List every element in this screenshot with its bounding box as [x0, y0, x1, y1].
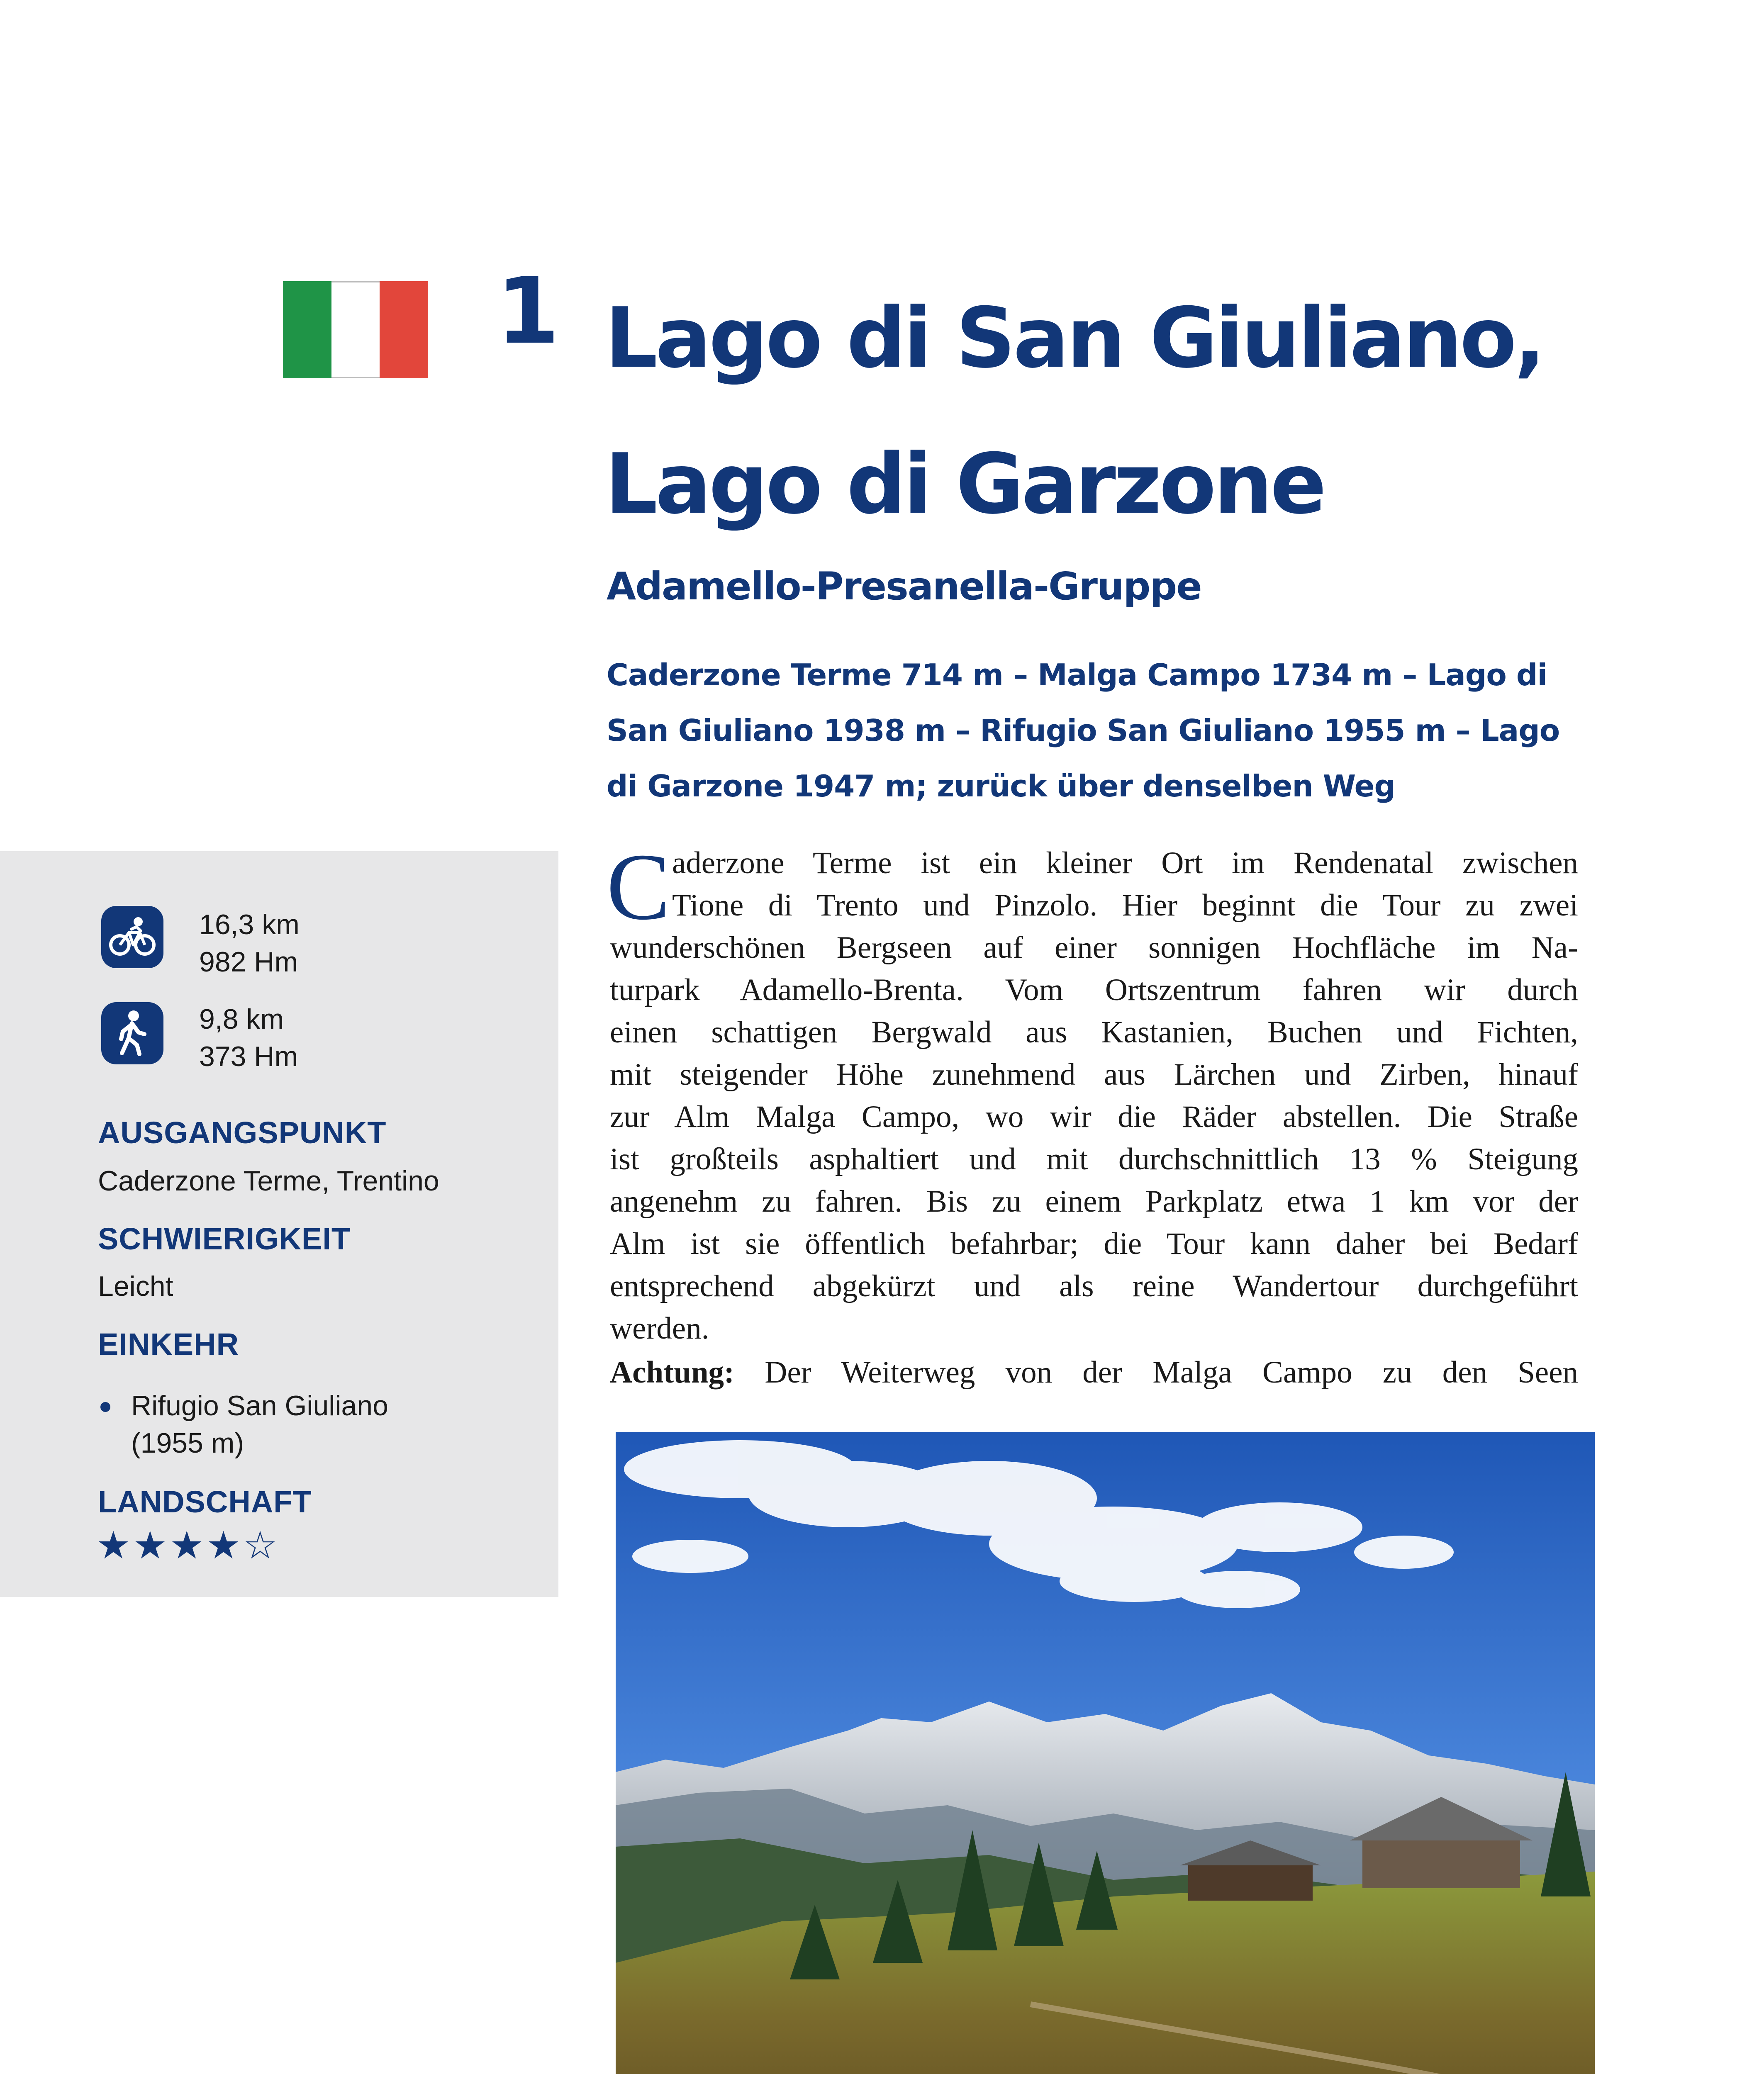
bicycle-icon [101, 906, 163, 968]
difficulty-value: Leicht [98, 1271, 173, 1302]
body-line: werden. [610, 1311, 709, 1346]
route-line: di Garzone 1947 m; zurück über denselben Weg [607, 769, 1396, 803]
body-text [610, 842, 1578, 1350]
achtung-label: Achtung: [610, 1355, 735, 1390]
body-line: Alm ist sie öffentlich befahrbar; die Tour kann daher bei Bedarf [610, 1227, 1578, 1261]
body-line: angenehm zu fahren. Bis zu einem Parkplatz etwa 1 km vor der [610, 1184, 1578, 1219]
achtung-text: Der Weiterweg von der Malga Campo zu den Seen [765, 1355, 1578, 1390]
landscape-heading: LANDSCHAFT [98, 1485, 312, 1519]
body-line: mit steigender Höhe zunehmend aus Lärchen und Zirben, hinauf [610, 1057, 1578, 1092]
info-box [0, 851, 558, 1597]
body-line: turpark Adamello-Brenta. Vom Ortszentrum fahren wir durch [610, 973, 1578, 1007]
bike-distance: 16,3 km [199, 909, 300, 940]
body-line: wunderschönen Bergseen auf einer sonnigen Hochfläche im Na- [610, 930, 1578, 965]
landscape-photo [616, 1432, 1595, 2074]
drop-cap: C [607, 834, 670, 940]
landscape-rating-stars: ★★★★☆ [96, 1523, 280, 1568]
hut-heading: EINKEHR [98, 1327, 239, 1361]
start-value: Caderzone Terme, Trentino [98, 1165, 439, 1197]
italy-flag-icon [283, 281, 428, 378]
body-line: einen schattigen Bergwald aus Kastanien, Buchen und Fichten, [610, 1015, 1578, 1049]
hut-elevation: (1955 m) [131, 1427, 244, 1459]
title-line: Lago di San Giuliano, [605, 290, 1543, 387]
body-line: aderzone Terme ist ein kleiner Ort im Rendenatal zwischen [672, 846, 1578, 880]
start-heading: AUSGANGSPUNKT [98, 1115, 387, 1150]
body-line: Tione di Trento und Pinzolo. Hier beginnt die Tour zu zwei [672, 888, 1578, 923]
hiker-icon [101, 1002, 163, 1064]
bike-elevation: 982 Hm [199, 946, 298, 978]
difficulty-heading: SCHWIERIGKEIT [98, 1222, 351, 1256]
achtung-paragraph [610, 1351, 1578, 1394]
route-description [607, 647, 1594, 814]
hut-name: Rifugio San Giuliano [131, 1390, 388, 1422]
subtitle: Adamello-Presanella-Gruppe [607, 564, 1201, 609]
body-line: entsprechend abgekürzt und als reine Wandertour durchgeführt [610, 1269, 1578, 1303]
route-line: San Giuliano 1938 m – Rifugio San Giuliano 1955 m – Lago [607, 713, 1560, 748]
bullet [100, 1402, 110, 1412]
body-line: ist großteils asphaltiert und mit durchschnittlich 13 % Steigung [610, 1142, 1578, 1176]
hike-elevation: 373 Hm [199, 1041, 298, 1072]
tour-number: 1 [496, 258, 558, 364]
body-line: zur Alm Malga Campo, wo wir die Räder abstellen. Die Straße [610, 1100, 1578, 1134]
page-title [605, 265, 1621, 557]
hike-distance: 9,8 km [199, 1003, 284, 1035]
route-line: Caderzone Terme 714 m – Malga Campo 1734 m – Lago di [607, 657, 1547, 692]
title-line: Lago di Garzone [605, 436, 1324, 533]
